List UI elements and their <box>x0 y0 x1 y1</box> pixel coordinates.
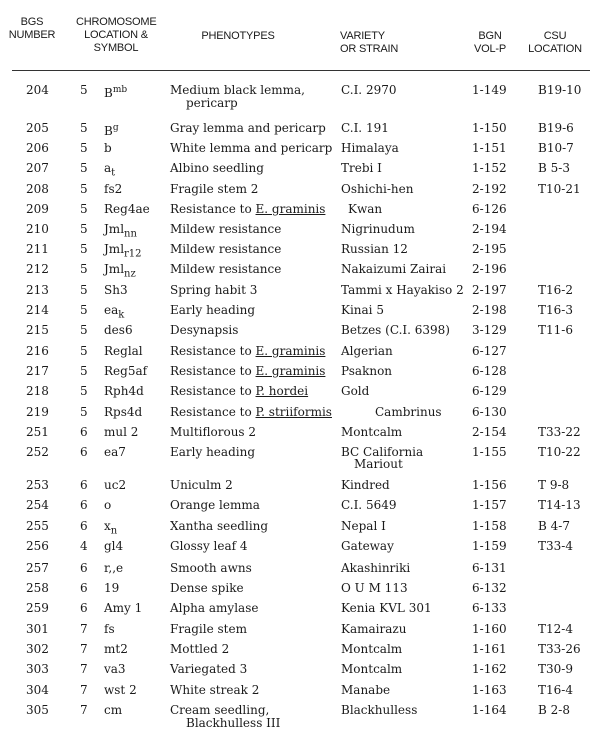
bgs-number: 257 <box>26 561 49 575</box>
gene-symbol <box>104 263 136 280</box>
chromosome-location: 5 <box>80 303 88 317</box>
gene-symbol <box>104 122 119 138</box>
phenotype <box>170 406 332 419</box>
chromosome-location: 6 <box>80 581 88 595</box>
phenotype <box>170 540 248 553</box>
variety-or-strain: Trebi I <box>341 161 382 175</box>
phenotype-text: Resistance to <box>170 344 252 358</box>
bgs-number: 259 <box>26 601 49 615</box>
csu-location: B10-7 <box>538 141 574 155</box>
gene-symbol <box>104 385 144 398</box>
bgn-volume-page: 2-192 <box>472 182 507 196</box>
phenotype-text: Resistance to <box>170 384 252 398</box>
variety-or-strain: C.I. 5649 <box>341 498 397 512</box>
bgs-number: 252 <box>26 445 49 459</box>
header-bgs-number: BGS NUMBER <box>8 16 56 41</box>
pathogen-name: P. striiformis <box>255 405 332 419</box>
gene-symbol-main: wst 2 <box>104 683 137 697</box>
variety-or-strain: Gateway <box>341 539 394 553</box>
phenotype-text: Early heading <box>170 445 255 459</box>
phenotype <box>170 345 325 358</box>
gene-symbol <box>104 223 137 240</box>
bgs-number: 218 <box>26 384 49 398</box>
gene-symbol <box>104 304 124 321</box>
phenotype <box>170 243 281 256</box>
bgs-number: 302 <box>26 642 49 656</box>
phenotype <box>170 602 258 615</box>
variety-or-strain: Kwan <box>348 202 383 216</box>
bgn-volume-page: 6-130 <box>472 405 507 419</box>
variety-or-strain: Tammi x Hayakiso 2 <box>341 283 464 297</box>
phenotype-text: Cream seedling, <box>170 703 270 717</box>
bgn-volume-page: 1-161 <box>472 642 507 656</box>
bgs-number: 208 <box>26 182 49 196</box>
phenotype-text: Mottled 2 <box>170 642 230 656</box>
gene-symbol <box>104 684 137 697</box>
chromosome-location: 5 <box>80 262 88 276</box>
csu-location: T16-4 <box>538 683 573 697</box>
bgn-volume-page: 2-196 <box>472 262 507 276</box>
header-chromosome-location-symbol: CHROMOSOME LOCATION & SYMBOL <box>76 16 157 54</box>
bgn-volume-page: 1-157 <box>472 498 507 512</box>
pathogen-name: P. hordei <box>255 384 309 398</box>
variety-or-strain: O U M 113 <box>341 581 408 595</box>
gene-symbol-main: Rph4d <box>104 384 144 398</box>
phenotype-continued: pericarp <box>186 96 238 110</box>
phenotype <box>170 582 244 595</box>
bgn-volume-page: 6-131 <box>472 561 507 575</box>
gene-symbol-main: a <box>104 161 112 175</box>
variety-or-strain: Gold <box>341 384 370 398</box>
chromosome-location: 4 <box>80 539 88 553</box>
variety-or-strain: Montcalm <box>341 425 403 439</box>
bgs-number: 215 <box>26 323 49 337</box>
bgn-volume-page: 6-133 <box>472 601 507 615</box>
gene-symbol-main: Jml <box>104 242 125 256</box>
phenotype-text: White streak 2 <box>170 683 260 697</box>
phenotype-text: Mildew resistance <box>170 242 282 256</box>
header-bgn-vol-p: BGN VOL-P <box>473 30 506 55</box>
phenotype-text: Mildew resistance <box>170 262 282 276</box>
gene-symbol <box>104 183 122 196</box>
gene-symbol-main: ea7 <box>104 445 126 459</box>
gene-symbol-main: r,,e <box>104 561 124 575</box>
gene-symbol-main: va3 <box>104 662 126 676</box>
variety-or-strain: Nigrinudum <box>341 222 415 236</box>
bgs-number: 204 <box>26 83 49 97</box>
phenotype <box>170 324 238 337</box>
bgs-number: 209 <box>26 202 49 216</box>
csu-location: T 9-8 <box>538 478 570 492</box>
csu-location: T14-13 <box>538 498 581 512</box>
chromosome-location: 5 <box>80 141 88 155</box>
gene-symbol <box>104 562 123 575</box>
variety-or-strain: Kindred <box>341 478 390 492</box>
csu-location: T33-4 <box>538 539 573 553</box>
gene-symbol-main: Reg4ae <box>104 202 150 216</box>
gene-symbol <box>104 324 133 337</box>
phenotype-text: Alpha amylase <box>170 601 259 615</box>
gene-symbol-main: mt2 <box>104 642 128 656</box>
gene-symbol-main: Reg5af <box>104 364 148 378</box>
phenotype <box>170 284 257 297</box>
phenotype <box>170 663 247 676</box>
bgn-volume-page: 1-160 <box>472 622 507 636</box>
bgn-volume-page: 1-151 <box>472 141 507 155</box>
gene-symbol-main: B <box>104 86 113 100</box>
bgs-number: 217 <box>26 364 49 378</box>
chromosome-location: 5 <box>80 182 88 196</box>
gene-symbol <box>104 243 142 260</box>
phenotype <box>170 684 259 697</box>
bgs-number: 253 <box>26 478 49 492</box>
bgn-volume-page: 2-154 <box>472 425 507 439</box>
chromosome-location: 5 <box>80 121 88 135</box>
bgs-number: 212 <box>26 262 49 276</box>
variety-or-strain: Montcalm <box>341 662 403 676</box>
gene-symbol-main: fs <box>104 622 115 636</box>
csu-location: T12-4 <box>538 622 573 636</box>
gene-symbol <box>104 365 147 378</box>
gene-symbol <box>104 663 126 676</box>
chromosome-location: 5 <box>80 344 88 358</box>
bgn-volume-page: 1-150 <box>472 121 507 135</box>
csu-location: B 5-3 <box>538 161 570 175</box>
phenotype-text: Early heading <box>170 303 255 317</box>
bgs-number: 251 <box>26 425 49 439</box>
phenotype-text: Mildew resistance <box>170 222 282 236</box>
phenotype-text: Multiflorous 2 <box>170 425 257 439</box>
gene-symbol-main: Amy 1 <box>104 601 143 615</box>
bgs-number: 305 <box>26 703 49 717</box>
phenotype <box>170 263 281 276</box>
csu-location: T16-2 <box>538 283 573 297</box>
phenotype-text: Resistance to <box>170 364 252 378</box>
csu-location: T33-22 <box>538 425 581 439</box>
csu-location: T11-6 <box>538 323 573 337</box>
chromosome-location: 7 <box>80 703 88 717</box>
bgs-number: 258 <box>26 581 49 595</box>
phenotype-text: Glossy leaf 4 <box>170 539 248 553</box>
gene-symbol <box>104 142 112 155</box>
csu-location: T16-3 <box>538 303 573 317</box>
chromosome-location: 5 <box>80 242 88 256</box>
gene-symbol-main: fs2 <box>104 182 123 196</box>
gene-symbol <box>104 643 128 656</box>
phenotype-text: Uniculm 2 <box>170 478 233 492</box>
variety-or-strain: Cambrinus <box>375 405 442 419</box>
bgn-volume-page: 6-132 <box>472 581 507 595</box>
bgs-number: 301 <box>26 622 49 636</box>
gene-symbol <box>104 499 111 512</box>
bgn-volume-page: 6-129 <box>472 384 507 398</box>
chromosome-location: 7 <box>80 683 88 697</box>
variety-or-strain: Russian 12 <box>341 242 408 256</box>
phenotype-text: Dense spike <box>170 581 244 595</box>
variety-or-strain: Himalaya <box>341 141 399 155</box>
chromosome-location: 6 <box>80 561 88 575</box>
variety-or-strain: Blackhulless <box>341 703 418 717</box>
variety-or-strain: Nepal I <box>341 519 386 533</box>
bgn-volume-page: 1-149 <box>472 83 507 97</box>
phenotype-text: Smooth awns <box>170 561 252 575</box>
bgn-volume-page: 1-164 <box>472 703 507 717</box>
gene-symbol-main: Sh3 <box>104 283 128 297</box>
phenotype <box>170 304 255 317</box>
csu-location: B19-6 <box>538 121 574 135</box>
gene-symbol-main: Rps4d <box>104 405 143 419</box>
gene-symbol <box>104 602 142 615</box>
gene-symbol <box>104 426 138 439</box>
csu-location: B 2-8 <box>538 703 570 717</box>
chromosome-location: 5 <box>80 202 88 216</box>
bgs-number: 206 <box>26 141 49 155</box>
variety-or-strain: Algerian <box>341 344 393 358</box>
table-header <box>0 8 602 66</box>
variety-continued: Mariout <box>354 457 403 471</box>
gene-symbol <box>104 446 126 459</box>
gene-symbol-main: mul 2 <box>104 425 139 439</box>
bgs-number: 207 <box>26 161 49 175</box>
variety-or-strain: Nakaizumi Zairai <box>341 262 447 276</box>
chromosome-location: 6 <box>80 445 88 459</box>
gene-symbol-main: ea <box>104 303 119 317</box>
chromosome-location: 5 <box>80 83 88 97</box>
bgn-volume-page: 1-163 <box>472 683 507 697</box>
bgn-volume-page: 1-162 <box>472 662 507 676</box>
variety-or-strain: Akashinriki <box>341 561 411 575</box>
gene-symbol-subscript: n <box>110 525 118 537</box>
gene-symbol-main: Reglal <box>104 344 143 358</box>
bgn-volume-page: 1-156 <box>472 478 507 492</box>
gene-symbol <box>104 520 117 537</box>
phenotype-text: Fragile stem <box>170 622 247 636</box>
phenotype-text: Gray lemma and pericarp <box>170 121 326 135</box>
pathogen-name: E. graminis <box>255 202 326 216</box>
bgs-number: 210 <box>26 222 49 236</box>
header-rule <box>12 70 590 71</box>
phenotype-continued: Blackhulless III <box>186 716 281 730</box>
chromosome-location: 7 <box>80 642 88 656</box>
gene-symbol-main: B <box>104 124 113 138</box>
chromosome-location: 7 <box>80 622 88 636</box>
gene-symbol-subscript: nn <box>124 228 137 240</box>
gene-symbol <box>104 284 128 297</box>
gene-symbol-main: uc2 <box>104 478 127 492</box>
chromosome-location: 7 <box>80 662 88 676</box>
bgn-volume-page: 2-194 <box>472 222 507 236</box>
gene-symbol-subscript: r12 <box>124 248 142 260</box>
variety-or-strain: Oshichi-hen <box>341 182 414 196</box>
bgs-number: 303 <box>26 662 49 676</box>
bgs-number: 255 <box>26 519 49 533</box>
bgs-number: 254 <box>26 498 49 512</box>
gene-symbol <box>104 623 115 636</box>
bgn-volume-page: 6-126 <box>472 202 507 216</box>
bgs-number: 211 <box>26 242 49 256</box>
gene-symbol-main: b <box>104 141 112 155</box>
gene-symbol <box>104 203 150 216</box>
bgn-volume-page: 6-127 <box>472 344 507 358</box>
gene-symbol-main: x <box>104 519 111 533</box>
gene-symbol <box>104 406 142 419</box>
phenotype <box>170 426 256 439</box>
pathogen-name: E. graminis <box>255 344 326 358</box>
csu-location: T10-22 <box>538 445 581 459</box>
gene-symbol-subscript: t <box>111 167 116 179</box>
gene-symbol-main: Jml <box>104 222 125 236</box>
bgs-number: 219 <box>26 405 49 419</box>
phenotype <box>170 643 229 656</box>
phenotype-text: Albino seedling <box>170 161 264 175</box>
phenotype <box>170 499 260 512</box>
phenotype-text: Fragile stem 2 <box>170 182 259 196</box>
bgn-volume-page: 2-198 <box>472 303 507 317</box>
phenotype <box>170 623 247 636</box>
phenotype-text: Resistance to <box>170 405 252 419</box>
chromosome-location: 6 <box>80 478 88 492</box>
phenotype <box>170 223 281 236</box>
gene-symbol <box>104 582 119 595</box>
bgn-volume-page: 6-128 <box>472 364 507 378</box>
chromosome-location: 5 <box>80 283 88 297</box>
header-phenotypes: PHENOTYPES <box>201 30 275 42</box>
bgs-number: 205 <box>26 121 49 135</box>
bgn-volume-page: 2-197 <box>472 283 507 297</box>
bgs-number: 214 <box>26 303 49 317</box>
bgn-volume-page: 1-159 <box>472 539 507 553</box>
pathogen-name: E. graminis <box>255 364 326 378</box>
bgs-number: 256 <box>26 539 49 553</box>
variety-or-strain: C.I. 191 <box>341 121 389 135</box>
bgn-volume-page: 1-158 <box>472 519 507 533</box>
chromosome-location: 6 <box>80 519 88 533</box>
chromosome-location: 5 <box>80 364 88 378</box>
bgs-number: 216 <box>26 344 49 358</box>
variety-or-strain: Betzes (C.I. 6398) <box>341 323 450 337</box>
chromosome-location: 6 <box>80 601 88 615</box>
bgn-volume-page: 3-129 <box>472 323 507 337</box>
phenotype <box>170 142 332 155</box>
variety-or-strain: BC California <box>341 445 424 459</box>
gene-symbol-main: gl4 <box>104 539 124 553</box>
bgs-number: 213 <box>26 283 49 297</box>
phenotype <box>170 385 308 398</box>
chromosome-location: 6 <box>80 498 88 512</box>
phenotype-text: White lemma and pericarp <box>170 141 333 155</box>
gene-symbol-superscript: mb <box>112 85 128 95</box>
variety-or-strain: Manabe <box>341 683 391 697</box>
gene-symbol-subscript: nz <box>124 268 136 280</box>
chromosome-location: 5 <box>80 161 88 175</box>
variety-or-strain: Psaknon <box>341 364 393 378</box>
phenotype-text: Orange lemma <box>170 498 260 512</box>
csu-location: B19-10 <box>538 83 582 97</box>
chromosome-location: 6 <box>80 425 88 439</box>
gene-symbol <box>104 704 122 717</box>
gene-symbol-subscript: k <box>118 309 125 321</box>
phenotype-text: Xantha seedling <box>170 519 269 533</box>
csu-location: T33-26 <box>538 642 581 656</box>
gene-symbol <box>104 162 115 179</box>
phenotype-text: Variegated 3 <box>170 662 248 676</box>
phenotype <box>170 162 264 175</box>
header-csu-location: CSU LOCATION <box>528 30 582 55</box>
phenotype-text: Spring habit 3 <box>170 283 258 297</box>
csu-location: T10-21 <box>538 182 581 196</box>
chromosome-location: 5 <box>80 405 88 419</box>
bgs-number: 304 <box>26 683 49 697</box>
gene-symbol <box>104 479 126 492</box>
gene-symbol-main: Jml <box>104 262 125 276</box>
phenotype <box>170 479 233 492</box>
csu-location: B 4-7 <box>538 519 570 533</box>
gene-symbol-main: des6 <box>104 323 133 337</box>
variety-or-strain: Kamairazu <box>341 622 407 636</box>
gene-symbol-main: o <box>104 498 112 512</box>
chromosome-location: 5 <box>80 384 88 398</box>
variety-or-strain: Kenia KVL 301 <box>341 601 432 615</box>
phenotype-text: Desynapsis <box>170 323 239 337</box>
phenotype-text: Medium black lemma, <box>170 83 305 97</box>
csu-location: T30-9 <box>538 662 573 676</box>
variety-or-strain: Montcalm <box>341 642 403 656</box>
chromosome-location: 5 <box>80 323 88 337</box>
phenotype-text: Resistance to <box>170 202 252 216</box>
phenotype <box>170 562 252 575</box>
phenotype <box>170 365 325 378</box>
gene-symbol-main: cm <box>104 703 123 717</box>
variety-or-strain: C.I. 2970 <box>341 83 397 97</box>
variety-or-strain: Kinai 5 <box>341 303 384 317</box>
bgn-volume-page: 1-155 <box>472 445 507 459</box>
phenotype <box>170 446 255 459</box>
phenotype <box>170 122 326 135</box>
phenotype <box>170 203 325 216</box>
gene-symbol <box>104 84 127 100</box>
header-variety-or-strain: VARIETY OR STRAIN <box>340 30 399 55</box>
chromosome-location: 5 <box>80 222 88 236</box>
phenotype <box>170 183 258 196</box>
bgn-volume-page: 2-195 <box>472 242 507 256</box>
gene-symbol <box>104 345 143 358</box>
gene-symbol <box>104 540 123 553</box>
gene-symbol-main: 19 <box>104 581 120 595</box>
phenotype <box>170 520 268 533</box>
bgn-volume-page: 1-152 <box>472 161 507 175</box>
gene-symbol-superscript: g <box>112 123 119 133</box>
